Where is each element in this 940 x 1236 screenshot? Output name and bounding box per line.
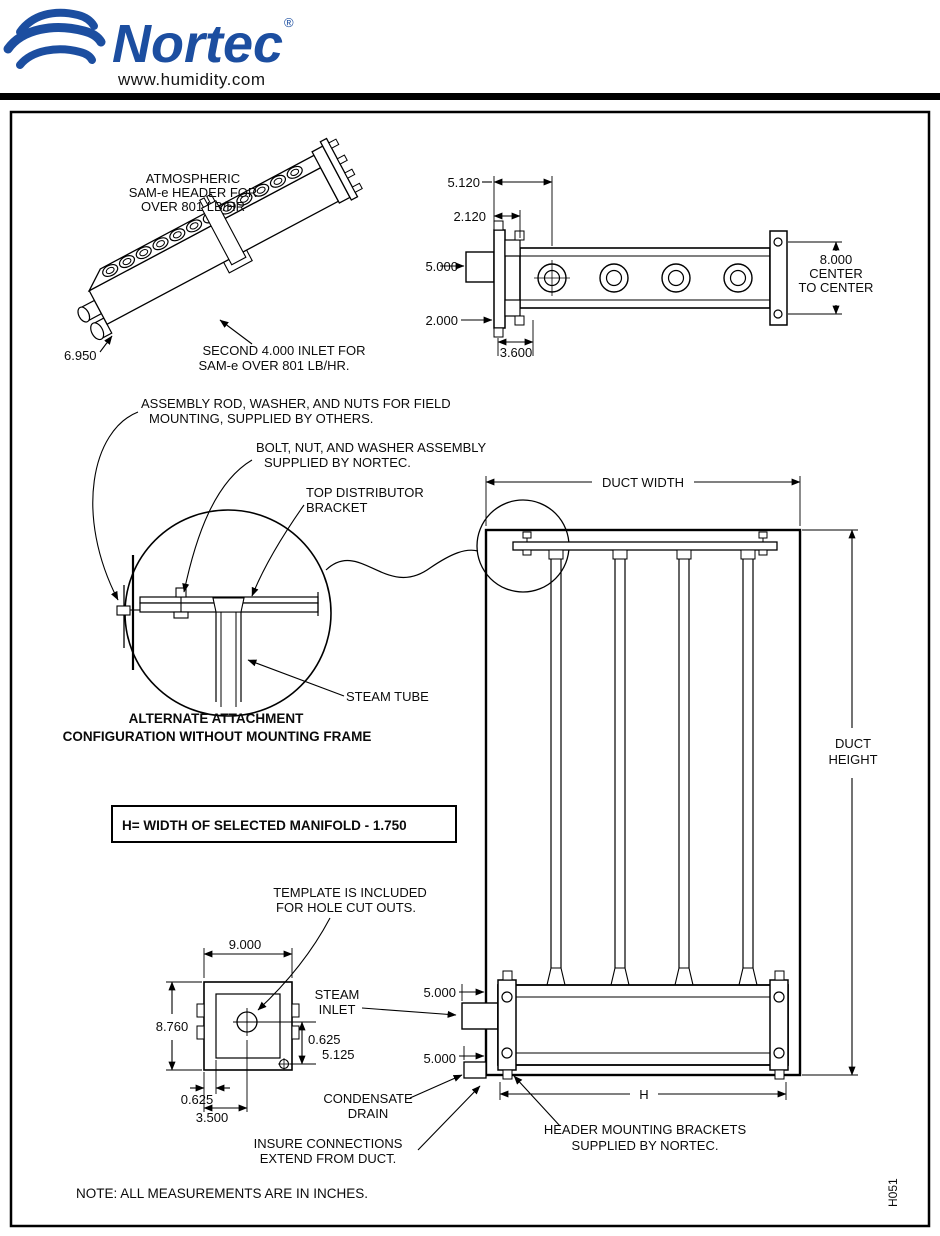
steam-tube-label: STEAM TUBE xyxy=(346,689,429,704)
assembly-rod-note-line2: MOUNTING, SUPPLIED BY OTHERS. xyxy=(149,411,374,426)
iso-title-line1: ATMOSPHERIC xyxy=(145,171,241,186)
h-dim-label: H xyxy=(639,1087,649,1102)
bolt-nut-note-line1: BOLT, NUT, AND WASHER ASSEMBLY xyxy=(256,440,487,455)
dim-5-125-label: 5.125 xyxy=(322,1047,355,1062)
nortec-logo xyxy=(8,13,294,89)
insure-connections-line1: INSURE CONNECTIONS xyxy=(253,1136,403,1151)
center-to-center-line1: CENTER xyxy=(809,266,863,281)
top-distributor-label-line1: TOP DISTRIBUTOR xyxy=(306,485,424,500)
brand-name: Nortec xyxy=(112,14,284,74)
detail-drawing xyxy=(117,555,318,707)
side-view-body xyxy=(466,221,787,337)
measurements-note: NOTE: ALL MEASUREMENTS ARE IN INCHES. xyxy=(76,1186,369,1201)
dim-5-120-label: 5.120 xyxy=(447,175,480,190)
alternate-attachment-detail xyxy=(63,396,569,744)
header-brackets-note-line1: HEADER MOUNTING BRACKETS xyxy=(543,1122,747,1137)
template-note-line2: FOR HOLE CUT OUTS. xyxy=(276,900,416,915)
header-brackets-note-line2: SUPPLIED BY NORTEC. xyxy=(571,1138,719,1153)
duct-height-label-line2: HEIGHT xyxy=(828,752,878,767)
template-view xyxy=(156,885,427,1125)
template-drawing xyxy=(197,982,299,1070)
dim-2-120-label: 2.120 xyxy=(453,209,486,224)
header-divider-bar xyxy=(0,93,940,100)
iso-title-line3: OVER 801 LB/HR xyxy=(140,199,246,214)
duct-width-label: DUCT WIDTH xyxy=(601,475,685,490)
iso-title-line2: SAM-e HEADER FOR xyxy=(128,185,258,200)
center-to-center-line2: TO CENTER xyxy=(798,280,874,295)
dim-5-000-inlet-label: 5.000 xyxy=(423,985,456,1000)
detail-caption-line1: ALTERNATE ATTACHMENT xyxy=(128,711,304,726)
dim-0-625-bottom-label: 0.625 xyxy=(180,1092,214,1107)
detail-connector-line xyxy=(326,550,478,577)
top-distributor-leader xyxy=(252,505,304,596)
steam-inlet-label-line1: STEAM xyxy=(314,987,360,1002)
second-inlet-note-line1: SECOND 4.000 INLET FOR xyxy=(202,343,366,358)
dim-5-000-topview-label: 5.000 xyxy=(425,259,458,274)
dim-6-950-label: 6.950 xyxy=(64,348,97,363)
second-inlet-note-line2: SAM-e OVER 801 LB/HR. xyxy=(198,358,350,373)
dim-3-600-label: 3.600 xyxy=(499,345,533,360)
brand-url: www.humidity.com xyxy=(118,70,266,89)
dim-8-760-label: 8.760 xyxy=(155,1019,189,1034)
formula-box xyxy=(112,806,456,842)
dim-duct-height xyxy=(802,530,858,1075)
template-note-line1: TEMPLATE IS INCLUDED xyxy=(273,885,427,900)
header-brackets-leader xyxy=(514,1076,560,1126)
bolt-nut-note-line2: SUPPLIED BY NORTEC. xyxy=(264,455,411,470)
insure-connections-leader xyxy=(418,1086,480,1150)
duct-internals xyxy=(462,532,788,1079)
isometric-header-view xyxy=(58,130,368,373)
detail-caption-line2: CONFIGURATION WITHOUT MOUNTING FRAME xyxy=(62,729,372,744)
dim-5-000-drain-label: 5.000 xyxy=(423,1051,456,1066)
isometric-header-body xyxy=(58,130,368,344)
dim-3-500-label: 3.500 xyxy=(195,1110,229,1125)
nortec-wave-icon xyxy=(8,13,101,65)
dim-9-000-label: 9.000 xyxy=(228,937,262,952)
dim-2-000-label: 2.000 xyxy=(425,313,458,328)
condensate-drain-leader xyxy=(410,1075,462,1098)
assembly-rod-note-line1: ASSEMBLY ROD, WASHER, AND NUTS FOR FIELD xyxy=(141,396,451,411)
dim-0-625-right-label: 0.625 xyxy=(308,1032,341,1047)
condensate-drain-label-line1: CONDENSATE xyxy=(323,1091,413,1106)
dim-9-000 xyxy=(204,948,292,978)
steam-inlet-label-line2: INLET xyxy=(318,1002,356,1017)
steam-inlet-leader xyxy=(362,1008,456,1015)
bolt-nut-leader xyxy=(184,460,252,592)
top-distributor-label-line2: BRACKET xyxy=(306,500,368,515)
condensate-drain-label-line2: DRAIN xyxy=(347,1106,389,1121)
dim-8-000-label: 8.000 xyxy=(819,252,853,267)
assembly-rod-leader xyxy=(93,412,138,600)
insure-connections-line2: EXTEND FROM DUCT. xyxy=(259,1151,397,1166)
formula-text: H= WIDTH OF SELECTED MANIFOLD - 1.750 xyxy=(122,818,407,833)
doc-code: H051 xyxy=(886,1178,900,1207)
duct-height-label-line1: DUCT xyxy=(834,736,872,751)
detail-circle xyxy=(125,510,331,716)
header-side-view xyxy=(425,175,873,360)
registered-mark: ® xyxy=(284,15,294,30)
second-inlet-leader xyxy=(220,320,252,344)
